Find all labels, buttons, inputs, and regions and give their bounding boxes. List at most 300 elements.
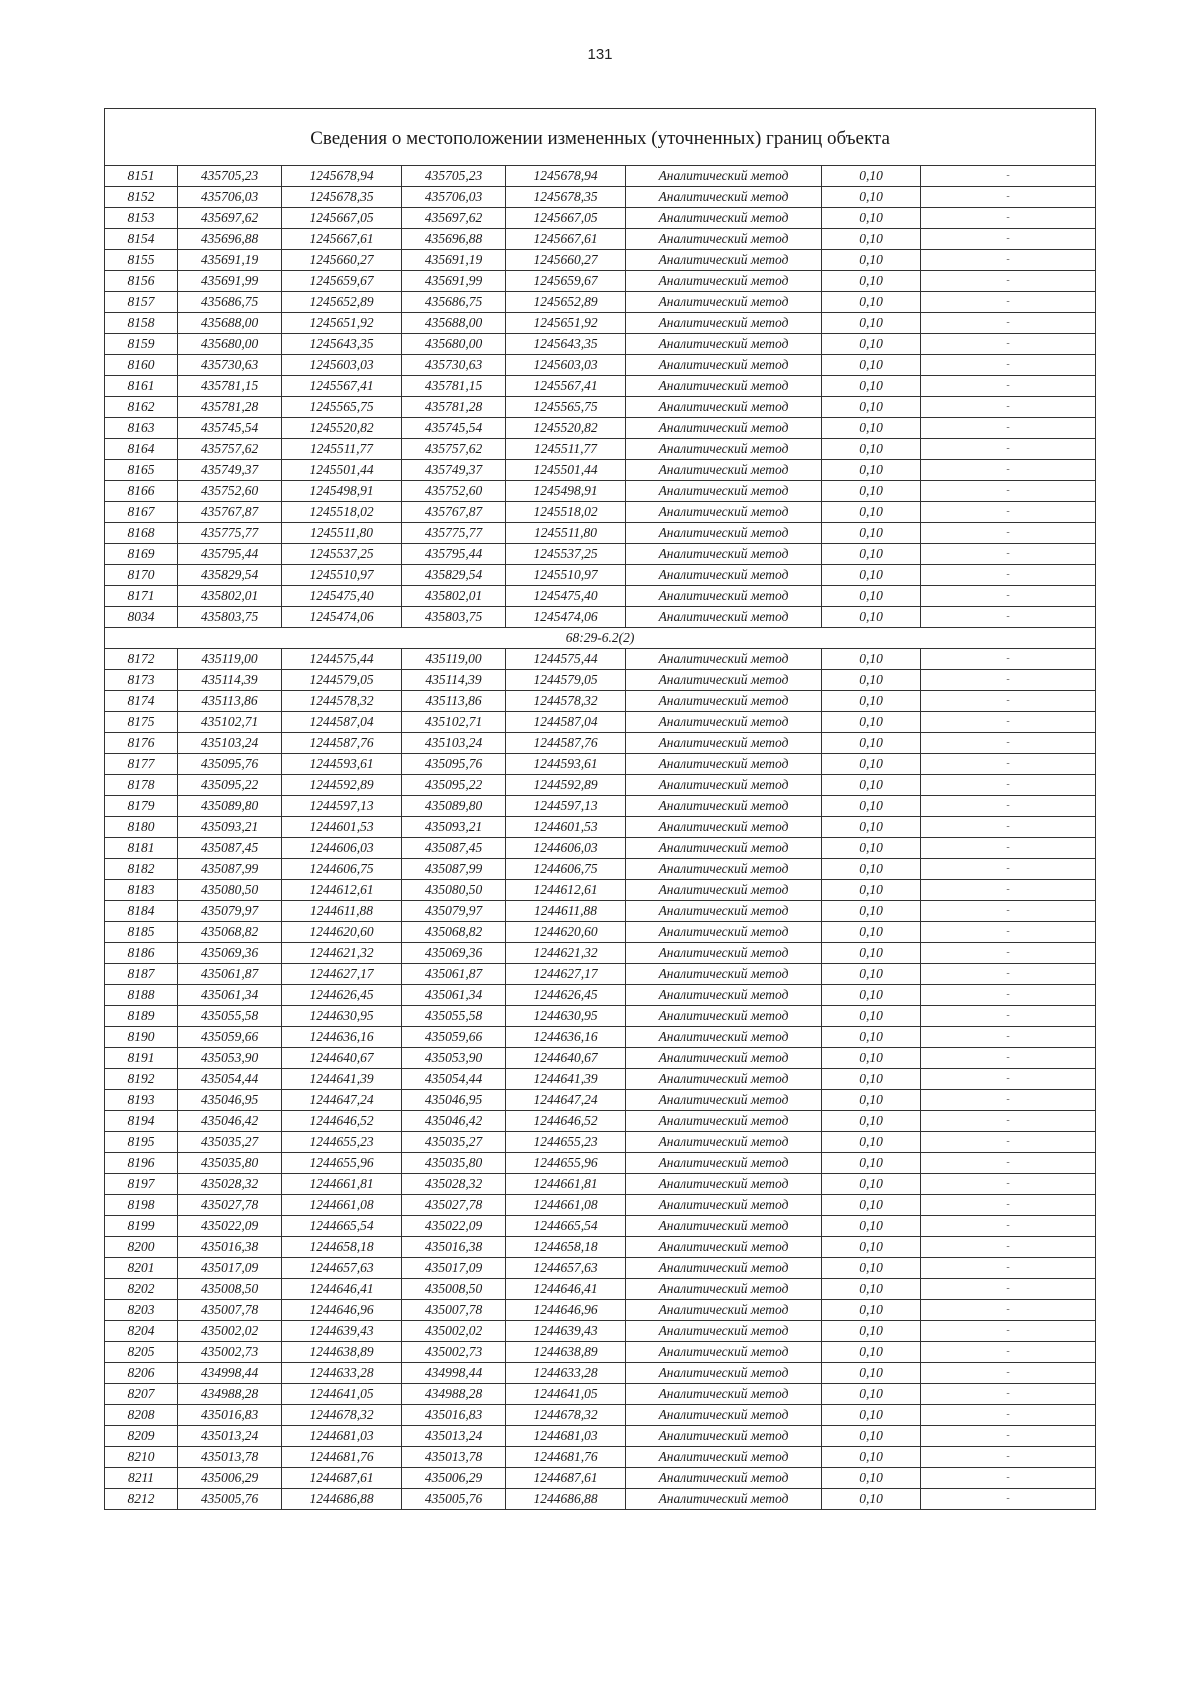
method: Аналитический метод (626, 460, 822, 481)
x-old: 435017,09 (178, 1258, 282, 1279)
x-old: 435028,32 (178, 1174, 282, 1195)
y-old: 1245643,35 (282, 334, 402, 355)
y-new: 1245667,05 (506, 208, 626, 229)
x-old: 435016,83 (178, 1405, 282, 1426)
method: Аналитический метод (626, 1342, 822, 1363)
x-old: 435016,38 (178, 1237, 282, 1258)
y-new: 1244578,32 (506, 691, 626, 712)
note-dash: - (921, 1468, 1096, 1489)
table-title-row (105, 109, 1096, 166)
point-number: 8176 (105, 733, 178, 754)
x-old: 435054,44 (178, 1069, 282, 1090)
table-row (105, 376, 1096, 397)
x-new: 435803,75 (402, 607, 506, 628)
accuracy: 0,10 (822, 292, 921, 313)
x-new: 435061,87 (402, 964, 506, 985)
point-number: 8198 (105, 1195, 178, 1216)
x-old: 435688,00 (178, 313, 282, 334)
accuracy: 0,10 (822, 733, 921, 754)
y-old: 1245567,41 (282, 376, 402, 397)
accuracy: 0,10 (822, 313, 921, 334)
y-old: 1244606,03 (282, 838, 402, 859)
method: Аналитический метод (626, 418, 822, 439)
x-old: 435027,78 (178, 1195, 282, 1216)
y-new: 1245659,67 (506, 271, 626, 292)
x-new: 435054,44 (402, 1069, 506, 1090)
x-old: 434988,28 (178, 1384, 282, 1405)
table-row (105, 292, 1096, 313)
x-old: 435087,99 (178, 859, 282, 880)
point-number: 8163 (105, 418, 178, 439)
accuracy: 0,10 (822, 1216, 921, 1237)
x-old: 435103,24 (178, 733, 282, 754)
point-number: 8194 (105, 1111, 178, 1132)
point-number: 8181 (105, 838, 178, 859)
point-number: 8167 (105, 502, 178, 523)
x-old: 435730,63 (178, 355, 282, 376)
x-old: 435795,44 (178, 544, 282, 565)
y-new: 1245518,02 (506, 502, 626, 523)
accuracy: 0,10 (822, 565, 921, 586)
x-old: 435095,76 (178, 754, 282, 775)
note-dash: - (921, 733, 1096, 754)
accuracy: 0,10 (822, 691, 921, 712)
note-dash: - (921, 817, 1096, 838)
x-new: 435781,15 (402, 376, 506, 397)
x-new: 435757,62 (402, 439, 506, 460)
accuracy: 0,10 (822, 460, 921, 481)
accuracy: 0,10 (822, 1006, 921, 1027)
note-dash: - (921, 1216, 1096, 1237)
method: Аналитический метод (626, 754, 822, 775)
x-old: 435013,24 (178, 1426, 282, 1447)
y-new: 1244621,32 (506, 943, 626, 964)
table-row (105, 1006, 1096, 1027)
note-dash: - (921, 859, 1096, 880)
table-row (105, 733, 1096, 754)
accuracy: 0,10 (822, 1111, 921, 1132)
x-old: 435705,23 (178, 166, 282, 187)
accuracy: 0,10 (822, 1447, 921, 1468)
accuracy: 0,10 (822, 250, 921, 271)
y-new: 1245643,35 (506, 334, 626, 355)
x-new: 435061,34 (402, 985, 506, 1006)
note-dash: - (921, 565, 1096, 586)
y-new: 1244646,41 (506, 1279, 626, 1300)
table-row (105, 355, 1096, 376)
y-old: 1245603,03 (282, 355, 402, 376)
x-new: 435087,99 (402, 859, 506, 880)
y-old: 1245475,40 (282, 586, 402, 607)
method: Аналитический метод (626, 1111, 822, 1132)
table-row (105, 565, 1096, 586)
x-old: 435006,29 (178, 1468, 282, 1489)
note-dash: - (921, 985, 1096, 1006)
y-old: 1244630,95 (282, 1006, 402, 1027)
y-old: 1244593,61 (282, 754, 402, 775)
y-new: 1244641,39 (506, 1069, 626, 1090)
y-old: 1244638,89 (282, 1342, 402, 1363)
point-number: 8151 (105, 166, 178, 187)
note-dash: - (921, 1363, 1096, 1384)
table-row (105, 418, 1096, 439)
point-number: 8204 (105, 1321, 178, 1342)
y-old: 1245520,82 (282, 418, 402, 439)
y-old: 1244655,23 (282, 1132, 402, 1153)
note-dash: - (921, 397, 1096, 418)
note-dash: - (921, 1027, 1096, 1048)
note-dash: - (921, 334, 1096, 355)
y-new: 1244612,61 (506, 880, 626, 901)
table-row (105, 1258, 1096, 1279)
method: Аналитический метод (626, 880, 822, 901)
y-old: 1244621,32 (282, 943, 402, 964)
x-old: 435119,00 (178, 649, 282, 670)
y-old: 1244620,60 (282, 922, 402, 943)
method: Аналитический метод (626, 166, 822, 187)
y-new: 1245520,82 (506, 418, 626, 439)
point-number: 8185 (105, 922, 178, 943)
method: Аналитический метод (626, 775, 822, 796)
y-old: 1244627,17 (282, 964, 402, 985)
x-new: 435055,58 (402, 1006, 506, 1027)
accuracy: 0,10 (822, 271, 921, 292)
method: Аналитический метод (626, 670, 822, 691)
y-new: 1245567,41 (506, 376, 626, 397)
point-number: 8177 (105, 754, 178, 775)
accuracy: 0,10 (822, 1426, 921, 1447)
x-old: 435691,99 (178, 271, 282, 292)
accuracy: 0,10 (822, 1237, 921, 1258)
y-old: 1244587,04 (282, 712, 402, 733)
x-old: 435061,87 (178, 964, 282, 985)
point-number: 8179 (105, 796, 178, 817)
table-row (105, 817, 1096, 838)
y-new: 1245474,06 (506, 607, 626, 628)
y-new: 1245678,94 (506, 166, 626, 187)
accuracy: 0,10 (822, 754, 921, 775)
point-number: 8158 (105, 313, 178, 334)
point-number: 8207 (105, 1384, 178, 1405)
method: Аналитический метод (626, 964, 822, 985)
point-number: 8180 (105, 817, 178, 838)
note-dash: - (921, 1321, 1096, 1342)
point-number: 8209 (105, 1426, 178, 1447)
accuracy: 0,10 (822, 1132, 921, 1153)
section-label: 68:29-6.2(2) (105, 628, 1096, 649)
method: Аналитический метод (626, 1321, 822, 1342)
method: Аналитический метод (626, 838, 822, 859)
point-number: 8159 (105, 334, 178, 355)
table-row (105, 985, 1096, 1006)
x-new: 435749,37 (402, 460, 506, 481)
x-old: 435069,36 (178, 943, 282, 964)
point-number: 8197 (105, 1174, 178, 1195)
table-row (105, 1237, 1096, 1258)
y-new: 1244611,88 (506, 901, 626, 922)
table-row (105, 250, 1096, 271)
x-old: 435696,88 (178, 229, 282, 250)
table-row (105, 754, 1096, 775)
y-old: 1244592,89 (282, 775, 402, 796)
method: Аналитический метод (626, 1048, 822, 1069)
y-old: 1244681,76 (282, 1447, 402, 1468)
note-dash: - (921, 754, 1096, 775)
x-old: 435059,66 (178, 1027, 282, 1048)
table-row (105, 880, 1096, 901)
y-old: 1244657,63 (282, 1258, 402, 1279)
table-row (105, 1363, 1096, 1384)
x-old: 435775,77 (178, 523, 282, 544)
note-dash: - (921, 649, 1096, 670)
note-dash: - (921, 796, 1096, 817)
y-new: 1245475,40 (506, 586, 626, 607)
point-number: 8192 (105, 1069, 178, 1090)
point-number: 8184 (105, 901, 178, 922)
method: Аналитический метод (626, 1258, 822, 1279)
x-new: 435781,28 (402, 397, 506, 418)
note-dash: - (921, 1111, 1096, 1132)
method: Аналитический метод (626, 691, 822, 712)
y-new: 1244655,23 (506, 1132, 626, 1153)
x-new: 435095,22 (402, 775, 506, 796)
x-new: 435080,50 (402, 880, 506, 901)
accuracy: 0,10 (822, 586, 921, 607)
table-row (105, 1111, 1096, 1132)
note-dash: - (921, 1300, 1096, 1321)
y-old: 1244639,43 (282, 1321, 402, 1342)
x-old: 434998,44 (178, 1363, 282, 1384)
table-row (105, 166, 1096, 187)
y-new: 1244592,89 (506, 775, 626, 796)
y-new: 1244687,61 (506, 1468, 626, 1489)
accuracy: 0,10 (822, 1489, 921, 1510)
accuracy: 0,10 (822, 1342, 921, 1363)
y-old: 1244633,28 (282, 1363, 402, 1384)
x-new: 435829,54 (402, 565, 506, 586)
accuracy: 0,10 (822, 670, 921, 691)
method: Аналитический метод (626, 586, 822, 607)
y-new: 1244630,95 (506, 1006, 626, 1027)
x-old: 435697,62 (178, 208, 282, 229)
table-row (105, 313, 1096, 334)
point-number: 8191 (105, 1048, 178, 1069)
accuracy: 0,10 (822, 1048, 921, 1069)
method: Аналитический метод (626, 565, 822, 586)
note-dash: - (921, 229, 1096, 250)
point-number: 8162 (105, 397, 178, 418)
accuracy: 0,10 (822, 166, 921, 187)
x-old: 435008,50 (178, 1279, 282, 1300)
y-old: 1244640,67 (282, 1048, 402, 1069)
accuracy: 0,10 (822, 775, 921, 796)
table-row (105, 1300, 1096, 1321)
table-row (105, 1342, 1096, 1363)
table-row (105, 1384, 1096, 1405)
note-dash: - (921, 1279, 1096, 1300)
accuracy: 0,10 (822, 1195, 921, 1216)
y-old: 1245501,44 (282, 460, 402, 481)
point-number: 8212 (105, 1489, 178, 1510)
y-new: 1244640,67 (506, 1048, 626, 1069)
y-new: 1244587,04 (506, 712, 626, 733)
x-new: 435688,00 (402, 313, 506, 334)
method: Аналитический метод (626, 334, 822, 355)
method: Аналитический метод (626, 1384, 822, 1405)
point-number: 8175 (105, 712, 178, 733)
point-number: 8182 (105, 859, 178, 880)
note-dash: - (921, 313, 1096, 334)
y-old: 1244661,81 (282, 1174, 402, 1195)
y-old: 1245659,67 (282, 271, 402, 292)
y-old: 1245667,05 (282, 208, 402, 229)
point-number: 8186 (105, 943, 178, 964)
y-old: 1245498,91 (282, 481, 402, 502)
method: Аналитический метод (626, 1090, 822, 1111)
x-new: 435002,02 (402, 1321, 506, 1342)
y-old: 1244665,54 (282, 1216, 402, 1237)
point-number: 8205 (105, 1342, 178, 1363)
table-row (105, 838, 1096, 859)
y-new: 1244681,03 (506, 1426, 626, 1447)
table-row (105, 796, 1096, 817)
accuracy: 0,10 (822, 901, 921, 922)
page-number: 131 (587, 46, 613, 63)
point-number: 8154 (105, 229, 178, 250)
table-row (105, 1027, 1096, 1048)
x-new: 435752,60 (402, 481, 506, 502)
x-new: 435059,66 (402, 1027, 506, 1048)
method: Аналитический метод (626, 1279, 822, 1300)
note-dash: - (921, 1426, 1096, 1447)
y-new: 1245498,91 (506, 481, 626, 502)
accuracy: 0,10 (822, 1363, 921, 1384)
note-dash: - (921, 1237, 1096, 1258)
method: Аналитический метод (626, 250, 822, 271)
x-new: 435730,63 (402, 355, 506, 376)
y-old: 1244646,41 (282, 1279, 402, 1300)
table-row (105, 523, 1096, 544)
accuracy: 0,10 (822, 922, 921, 943)
table-row (105, 544, 1096, 565)
point-number: 8203 (105, 1300, 178, 1321)
x-old: 435095,22 (178, 775, 282, 796)
method: Аналитический метод (626, 502, 822, 523)
point-number: 8152 (105, 187, 178, 208)
table-body (105, 109, 1096, 1510)
x-new: 435095,76 (402, 754, 506, 775)
y-old: 1244678,32 (282, 1405, 402, 1426)
x-new: 435706,03 (402, 187, 506, 208)
table-row (105, 1132, 1096, 1153)
x-old: 435757,62 (178, 439, 282, 460)
table-row (105, 607, 1096, 628)
y-new: 1244579,05 (506, 670, 626, 691)
accuracy: 0,10 (822, 208, 921, 229)
table-row (105, 1447, 1096, 1468)
accuracy: 0,10 (822, 838, 921, 859)
method: Аналитический метод (626, 439, 822, 460)
y-new: 1245501,44 (506, 460, 626, 481)
accuracy: 0,10 (822, 1027, 921, 1048)
point-number: 8156 (105, 271, 178, 292)
note-dash: - (921, 1174, 1096, 1195)
table-row (105, 1048, 1096, 1069)
note-dash: - (921, 1342, 1096, 1363)
method: Аналитический метод (626, 712, 822, 733)
accuracy: 0,10 (822, 943, 921, 964)
point-number: 8166 (105, 481, 178, 502)
x-new: 435053,90 (402, 1048, 506, 1069)
accuracy: 0,10 (822, 649, 921, 670)
accuracy: 0,10 (822, 502, 921, 523)
x-new: 435046,95 (402, 1090, 506, 1111)
note-dash: - (921, 502, 1096, 523)
accuracy: 0,10 (822, 334, 921, 355)
accuracy: 0,10 (822, 544, 921, 565)
x-new: 435767,87 (402, 502, 506, 523)
x-old: 435002,73 (178, 1342, 282, 1363)
section-row (105, 628, 1096, 649)
y-old: 1245511,77 (282, 439, 402, 460)
x-old: 435680,00 (178, 334, 282, 355)
table-row (105, 670, 1096, 691)
point-number: 8187 (105, 964, 178, 985)
x-new: 435006,29 (402, 1468, 506, 1489)
method: Аналитический метод (626, 1174, 822, 1195)
x-new: 435022,09 (402, 1216, 506, 1237)
table-row (105, 1090, 1096, 1111)
point-number: 8170 (105, 565, 178, 586)
x-new: 435119,00 (402, 649, 506, 670)
method: Аналитический метод (626, 985, 822, 1006)
method: Аналитический метод (626, 817, 822, 838)
x-old: 435749,37 (178, 460, 282, 481)
x-new: 435035,27 (402, 1132, 506, 1153)
y-old: 1244626,45 (282, 985, 402, 1006)
method: Аналитический метод (626, 229, 822, 250)
y-old: 1244575,44 (282, 649, 402, 670)
accuracy: 0,10 (822, 1279, 921, 1300)
x-old: 435767,87 (178, 502, 282, 523)
y-new: 1244587,76 (506, 733, 626, 754)
y-old: 1244612,61 (282, 880, 402, 901)
point-number: 8189 (105, 1006, 178, 1027)
accuracy: 0,10 (822, 1174, 921, 1195)
method: Аналитический метод (626, 355, 822, 376)
note-dash: - (921, 523, 1096, 544)
method: Аналитический метод (626, 1447, 822, 1468)
y-old: 1244655,96 (282, 1153, 402, 1174)
method: Аналитический метод (626, 1237, 822, 1258)
table-row (105, 1174, 1096, 1195)
y-new: 1244661,08 (506, 1195, 626, 1216)
note-dash: - (921, 691, 1096, 712)
accuracy: 0,10 (822, 964, 921, 985)
y-old: 1244611,88 (282, 901, 402, 922)
y-new: 1244597,13 (506, 796, 626, 817)
point-number: 8160 (105, 355, 178, 376)
note-dash: - (921, 1090, 1096, 1111)
y-new: 1244626,45 (506, 985, 626, 1006)
table-row (105, 1426, 1096, 1447)
point-number: 8161 (105, 376, 178, 397)
x-new: 435002,73 (402, 1342, 506, 1363)
table-row (105, 1069, 1096, 1090)
x-old: 435829,54 (178, 565, 282, 586)
method: Аналитический метод (626, 649, 822, 670)
method: Аналитический метод (626, 397, 822, 418)
